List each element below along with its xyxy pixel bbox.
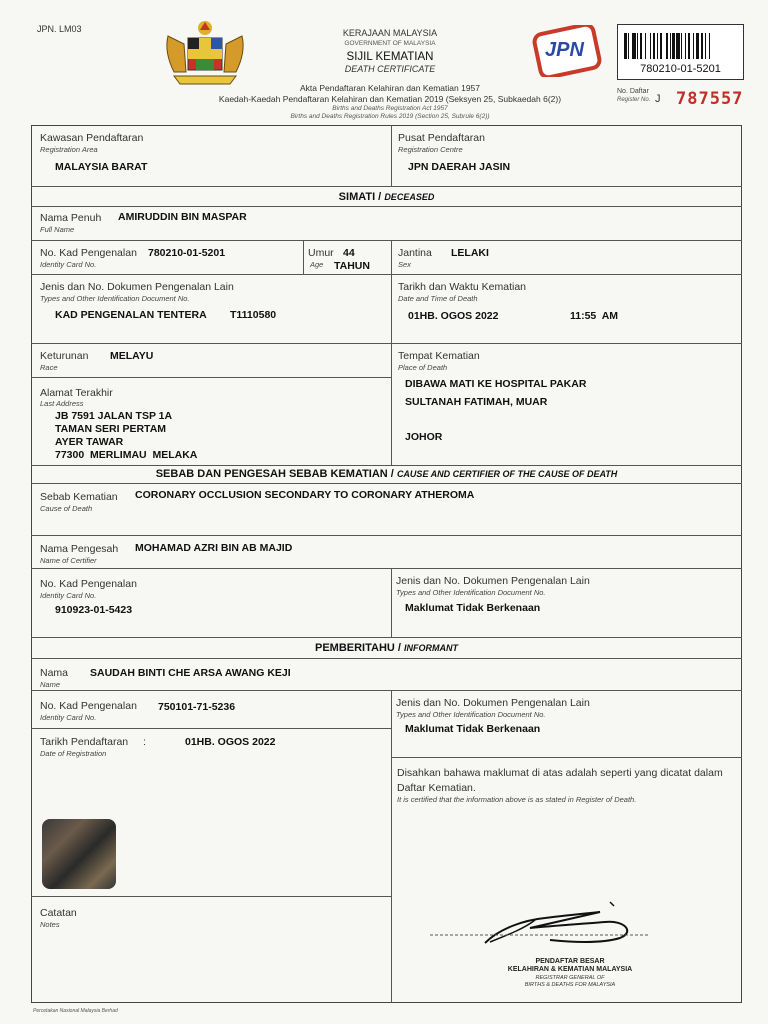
section-deceased: SIMATI / DECEASED bbox=[338, 191, 435, 203]
age-label: Umur bbox=[308, 247, 334, 259]
form-frame bbox=[31, 125, 742, 1003]
section-informant: PEMBERITAHU / INFORMANT bbox=[314, 642, 459, 654]
sex-value: LELAKI bbox=[451, 247, 489, 259]
race-value: MELAYU bbox=[110, 350, 154, 362]
race-label: Keturunan bbox=[40, 350, 89, 362]
deceased-ic-label: No. Kad Pengenalan bbox=[40, 247, 137, 259]
informant-otherdoc-sub: Types and Other Identification Document No. bbox=[396, 710, 546, 719]
regdate-value: 01HB. OGOS 2022 bbox=[185, 736, 276, 748]
certifier-otherdoc-value: Maklumat Tidak Berkenaan bbox=[405, 602, 541, 614]
death-datetime-label: Tarikh dan Waktu Kematian bbox=[398, 281, 527, 293]
informant-name-sub: Name bbox=[40, 680, 61, 689]
barcode-icon bbox=[624, 33, 736, 59]
act-en: Births and Deaths Registration Act 1957 bbox=[332, 105, 448, 112]
age-value: 44 bbox=[343, 247, 355, 259]
gov-en: GOVERNMENT OF MALAYSIA bbox=[344, 40, 436, 47]
jpn-logo: JPN bbox=[531, 25, 603, 77]
deceased-ic-value: 780210-01-5201 bbox=[148, 247, 226, 259]
notes-label: Catatan bbox=[40, 907, 77, 919]
certification-en: It is certified that the information above is as stated in Register of Death. bbox=[397, 795, 637, 804]
section-cause: SEBAB DAN PENGESAH SEBAB KEMATIAN / CAUSE AND CERTIFIER OF THE CAUSE OF DEATH bbox=[155, 468, 618, 480]
place-line3: JOHOR bbox=[405, 431, 443, 443]
address-sub: Last Address bbox=[40, 399, 84, 408]
registrar-line1: PENDAFTAR BESAR bbox=[535, 958, 605, 965]
reg-no-prefix: J bbox=[655, 93, 661, 105]
area-value: MALAYSIA BARAT bbox=[55, 161, 148, 173]
certifier-ic-value: 910923-01-5423 bbox=[55, 604, 133, 616]
informant-otherdoc-label: Jenis dan No. Dokumen Pengenalan Lain bbox=[396, 697, 590, 709]
death-time-value: 11:55 AM bbox=[570, 310, 619, 322]
area-sub: Registration Area bbox=[40, 145, 98, 154]
act-my: Akta Pendaftaran Kelahiran dan Kematian 1957 bbox=[299, 83, 481, 93]
death-date-value: 01HB. OGOS 2022 bbox=[408, 310, 499, 322]
address-line2: TAMAN SERI PERTAM bbox=[55, 423, 167, 435]
address-line1: JB 7591 JALAN TSP 1A bbox=[55, 410, 173, 422]
cause-label: Sebab Kematian bbox=[40, 491, 118, 503]
printer-credit: Percetakan Nasional Malaysia Berhad bbox=[33, 1008, 118, 1014]
rules-my: Kaedah-Kaedah Pendaftaran Kelahiran dan Kematian 2019 (Seksyen 25, Subkaedah 6(2)) bbox=[218, 94, 562, 104]
place-sub: Place of Death bbox=[398, 363, 448, 372]
area-label: Kawasan Pendaftaran bbox=[40, 132, 144, 144]
deceased-name-label: Nama Penuh bbox=[40, 212, 102, 224]
death-datetime-sub: Date and Time of Death bbox=[398, 294, 478, 303]
race-sub: Race bbox=[40, 363, 58, 372]
certifier-label: Nama Pengesah bbox=[40, 543, 119, 555]
registrar-line2: KELAHIRAN & KEMATIAN MALAYSIA bbox=[507, 966, 633, 973]
certifier-sub: Name of Certifier bbox=[40, 556, 97, 565]
title-en: DEATH CERTIFICATE bbox=[344, 64, 436, 74]
certifier-value: MOHAMAD AZRI BIN AB MAJID bbox=[135, 542, 293, 554]
informant-ic-label: No. Kad Pengenalan bbox=[40, 700, 137, 712]
title-my: SIJIL KEMATIAN bbox=[346, 51, 434, 63]
certifier-ic-sub: Identity Card No. bbox=[40, 591, 97, 600]
certifier-otherdoc-label: Jenis dan No. Dokumen Pengenalan Lain bbox=[396, 575, 590, 587]
reg-no: 787557 bbox=[676, 89, 744, 109]
address-line4: 77300 MERLIMAU MELAKA bbox=[55, 449, 198, 461]
reg-no-label: No. Daftar bbox=[617, 88, 649, 95]
centre-value: JPN DAERAH JASIN bbox=[408, 161, 511, 173]
certifier-otherdoc-sub: Types and Other Identification Document No. bbox=[396, 588, 546, 597]
place-line1: DIBAWA MATI KE HOSPITAL PAKAR bbox=[405, 378, 587, 390]
cause-value: CORONARY OCCLUSION SECONDARY TO CORONARY ATHEROMA bbox=[135, 489, 475, 501]
centre-label: Pusat Pendaftaran bbox=[398, 132, 485, 144]
reg-no-sub: Register No. bbox=[617, 97, 651, 103]
notes-sub: Notes bbox=[40, 920, 60, 929]
deceased-otherdoc-no: T1110580 bbox=[230, 309, 277, 321]
age-sub: Age bbox=[310, 260, 324, 269]
registrar-line3: REGISTRAR GENERAL OF bbox=[535, 975, 605, 981]
place-label: Tempat Kematian bbox=[398, 350, 480, 362]
informant-ic-value: 750101-71-5236 bbox=[158, 701, 236, 713]
barcode-number: 780210-01-5201 bbox=[640, 63, 721, 75]
address-label: Alamat Terakhir bbox=[40, 387, 113, 399]
barcode-box bbox=[617, 24, 744, 80]
regdate-sub: Date of Registration bbox=[40, 749, 107, 758]
regdate-colon: : bbox=[143, 736, 146, 748]
sex-sub: Sex bbox=[398, 260, 411, 269]
coat-of-arms-emblem bbox=[160, 18, 250, 90]
deceased-otherdoc-type: KAD PENGENALAN TENTERA bbox=[55, 309, 207, 321]
deceased-name-sub: Full Name bbox=[40, 225, 75, 234]
place-line2: SULTANAH FATIMAH, MUAR bbox=[405, 396, 548, 408]
deceased-otherdoc-label: Jenis dan No. Dokumen Pengenalan Lain bbox=[40, 281, 234, 293]
deceased-otherdoc-sub: Types and Other Identification Document No. bbox=[40, 294, 190, 303]
rules-en: Births and Deaths Registration Rules 2019 (Section 25, Subrule 6(2)) bbox=[290, 113, 490, 120]
cause-sub: Cause of Death bbox=[40, 504, 93, 513]
form-code: JPN. LM03 bbox=[37, 24, 82, 34]
regdate-label: Tarikh Pendaftaran bbox=[40, 736, 129, 748]
informant-otherdoc-value: Maklumat Tidak Berkenaan bbox=[405, 723, 541, 735]
certifier-ic-label: No. Kad Pengenalan bbox=[40, 578, 137, 590]
age-unit: TAHUN bbox=[334, 260, 370, 272]
informant-name-value: SAUDAH BINTI CHE ARSA AWANG KEJI bbox=[90, 667, 291, 679]
certification-my: Disahkan bahawa maklumat di atas adalah seperti yang dicatat dalam Daftar Kematian. bbox=[397, 767, 723, 794]
gov-my: KERAJAAN MALAYSIA bbox=[342, 28, 438, 38]
deceased-name-value: AMIRUDDIN BIN MASPAR bbox=[118, 211, 247, 223]
signature-mark bbox=[430, 898, 660, 958]
hologram-seal bbox=[42, 819, 116, 889]
informant-name-label: Nama bbox=[40, 667, 69, 679]
deceased-ic-sub: Identity Card No. bbox=[40, 260, 97, 269]
informant-ic-sub: Identity Card No. bbox=[40, 713, 97, 722]
sex-label: Jantina bbox=[398, 247, 432, 259]
centre-sub: Registration Centre bbox=[398, 145, 463, 154]
address-line3: AYER TAWAR bbox=[55, 436, 124, 448]
registrar-line4: BIRTHS & DEATHS FOR MALAYSIA bbox=[524, 982, 616, 988]
